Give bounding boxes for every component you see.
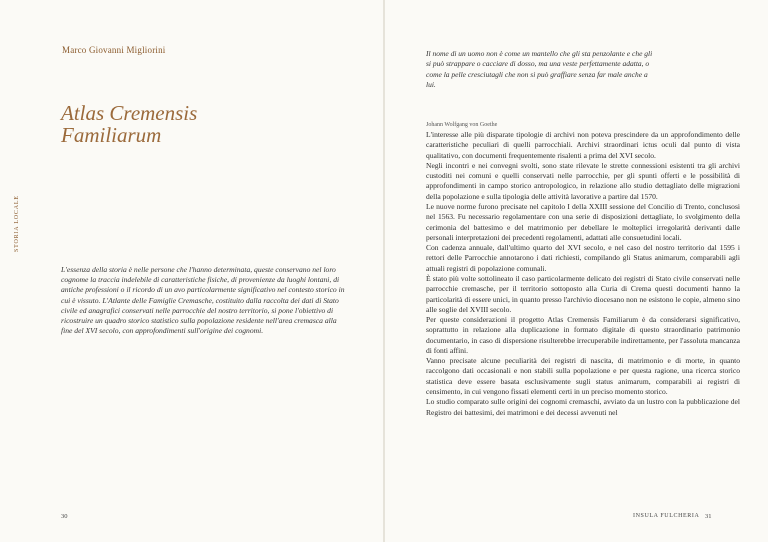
paragraph: Per queste considerazioni il progetto Atlas Cremensis Familiarum è da considerarsi significativo, soprattutto in relazione alla duplicazione in formato digitale di questo straordinario patrimonio documentario, in caso di dispersione risulterebbe irrecuperabile indirettamente, per l'assoluta mancanza di fonti affini. [426,315,740,355]
paragraph: Negli incontri e nei convegni svolti, sono state rilevate le strette connessioni esistenti tra gli archivi custoditi nei comuni e quelli conservati nelle parrocchie, per gli spunti offerti e le possibilità di approfondimenti in campo storico antropologico, in relazione allo studio dettagliato delle migrazioni della popolazione e sulla tipologia delle attività lavorative a partire dal 1570. [426,160,740,201]
abstract [61,265,347,336]
epigraph: Il nome di un uomo non è come un mantello che gli sta penzolante e che gli si può strappare o cacciare di dosso, ma una veste perfettamente adatta, o come la pelle cresciutagli che non si può graffiare senza far male anche a lui. [426,49,653,89]
title-line-1: Atlas Cremensis [61,101,198,125]
right-page [385,0,768,542]
page-number-right: 31 [705,513,712,520]
page-number-left: 30 [61,513,68,520]
left-page [0,0,383,542]
title-line-2: Familiarum [61,123,162,147]
article-title [61,102,197,146]
paragraph: È stato più volte sottolineato il caso particolarmente delicato dei registri di Stato civile conservati nelle parrocchie cremasche, per il territorio sottoposto alla Curia di Crema questi documenti hanno la particolarità di essere unici, in quanto presso l'archivio diocesano non ne esistono le copie, almeno sino alle soglie del XVIII secolo. [426,273,740,314]
paragraph: Lo studio comparato sulle origini dei cognomi cremaschi, avviato da un lustro con la pubblicazione del Registro dei battesimi, dei matrimoni e dei decessi avvenuti nel [426,397,740,417]
abstract-text: L'essenza della storia è nelle persone che l'hanno determinata, queste conservano nel loro cognome la traccia indelebile di caratteristiche fisiche, di provenienze da luoghi lontani, di antiche professioni o il ricordo di un avo particolarmente significativo nel contesto storico in cui è vissuto. L'Atlante delle Famiglie Cremasche, costituito dalla raccolta dei dati di Stato civile ed anagrafici conservati nelle parrocchie del nostro territorio, si pone l'obiettivo di ricostruire un quadro storico statistico sulla popolazione residente nell'area cremasca alla fine del XVI secolo, con approfondimenti sull'origine dei cognomi. [61,265,345,336]
paragraph: L'interesse alle più disparate tipologie di archivi non poteva prescindere da un approfondimento delle caratteristiche peculiari di quelli parrocchiali. Archivi straordinari ictus oculi dal punto di vista qualitativo, con documenti frequentemente risalenti a prima del XVI secolo. [426,130,740,160]
paragraph: Le nuove norme furono precisate nel capitolo I della XXIII sessione del Concilio di Trento, conclusosi nel 1563. Fu necessario regolamentare con una serie di disposizioni dettagliate, lo svolgimento della cerimonia del battesimo e del matrimonio per debellare le molteplici irregolarità derivanti dalle personali interpretazioni dei precedenti regolamenti, adattati alle consuetudini locali. [426,201,740,242]
section-label: STORIA LOCALE [14,195,20,252]
paragraph: Con cadenza annuale, dall'ultimo quarto del XVI secolo, e nel caso del nostro territorio dal 1595 i rettori delle Parrocchie annotarono i dati richiesti, compilando gli Status animarum, comparabili agli attuali registri di popolazione comunali. [426,243,740,273]
body-text [426,130,740,418]
paragraph: Vanno precisate alcune peculiarità dei registri di nascita, di matrimonio e di morte, in quanto raccolgono dati occasionali e non stabili sulla popolazione e per questa ragione, una ricerca storico statistica deve essere basata esclusivamente sugli status animarum, comparabili ai registri di censimento, in cui vengono fissati elementi certi in un preciso momento storico. [426,356,740,397]
author-name: Marco Giovanni Migliorini [62,45,166,55]
epigraph-author: Johann Wolfgang von Goethe [426,122,498,128]
running-head: INSULA FULCHERIA [633,513,700,519]
